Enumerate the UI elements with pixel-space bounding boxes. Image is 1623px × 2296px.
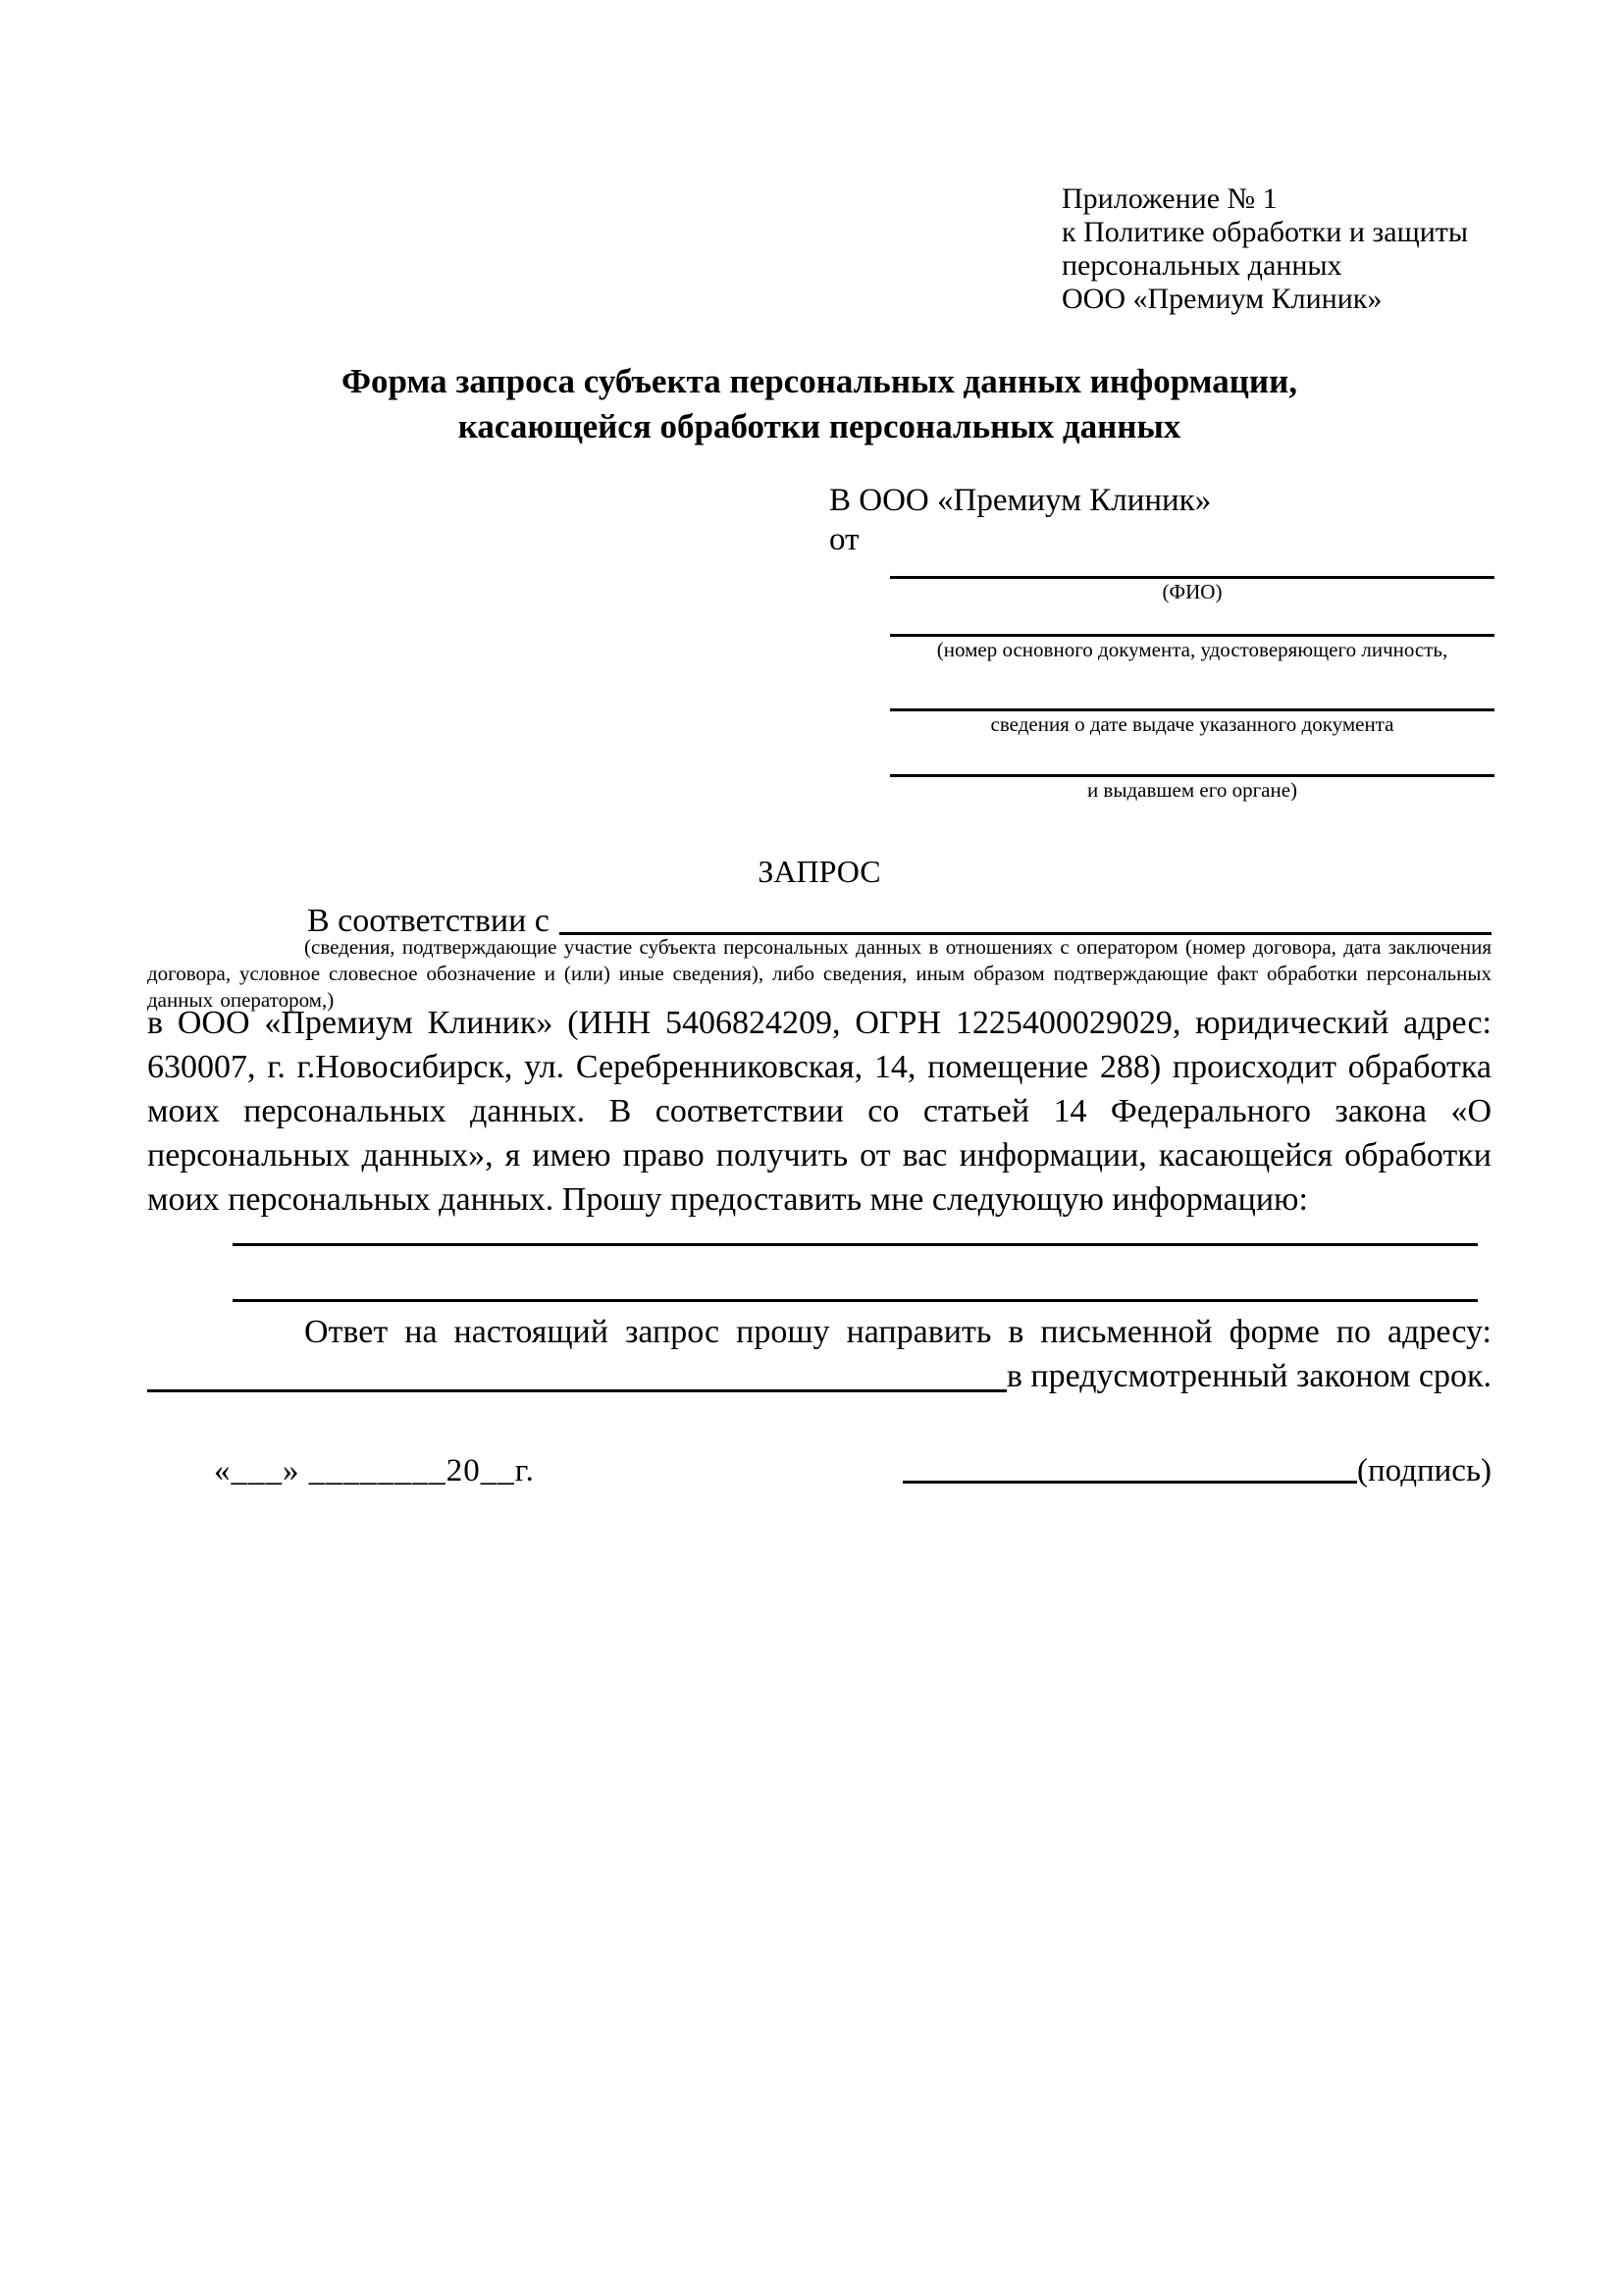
signature-blank-line xyxy=(903,1481,1357,1484)
addressee-block xyxy=(829,483,1494,804)
issue-date-caption: сведения о дате выдаче указанного документа xyxy=(990,712,1394,736)
address-blank-line xyxy=(147,1389,1007,1392)
note-text: (сведения, подтверждающие участие субъекта персональных данных в отношениях с оператором (номер договора, дата заключения договора, условное словесное обозначение и (или) иные сведения), либо сведения, иным образом подтверждающие факт обработки персональных данных оператором,) xyxy=(147,935,1492,1012)
signature-group xyxy=(903,1453,1492,1489)
fio-caption: (ФИО) xyxy=(1162,580,1223,603)
lead-text: В соответствии с xyxy=(307,903,550,939)
issue-date-blank-line xyxy=(890,663,1494,711)
requested-info-blanks xyxy=(147,1217,1492,1302)
signature-caption: (подпись) xyxy=(1357,1453,1492,1488)
addressee-from-label: от xyxy=(829,522,860,557)
reply-tail: в предусмотренный законом срок. xyxy=(1006,1358,1492,1394)
info-blank-line-2 xyxy=(233,1273,1478,1302)
reply-line-2 xyxy=(147,1354,1492,1398)
reply-line-1: Ответ на настоящий запрос прошу направить в письменной форме по адресу: xyxy=(304,1314,1492,1350)
request-heading: ЗАПРОС xyxy=(758,854,881,889)
form-title-line-1: Форма запроса субъекта персональных данных информации, xyxy=(340,362,1298,400)
id-doc-blank-line xyxy=(890,605,1494,637)
appendix-block xyxy=(1062,183,1468,316)
date-template: «___» ________20__г. xyxy=(214,1453,535,1488)
issuer-blank-line xyxy=(890,738,1494,777)
form-title-line-2: касающейся обработки персональных данных xyxy=(457,407,1181,445)
date-signature-row xyxy=(147,1440,1492,1489)
id-doc-caption: (номер основного документа, удостоверяющего личность, xyxy=(936,638,1448,661)
form-title xyxy=(147,359,1492,449)
addressee-to: В ООО «Премиум Клиник» xyxy=(829,483,1212,518)
reply-paragraph xyxy=(147,1310,1492,1398)
appendix-line-3: персональных данных xyxy=(1062,249,1342,282)
info-blank-line-1 xyxy=(233,1217,1478,1246)
appendix-line-2: к Политике обработки и защиты xyxy=(1062,216,1469,248)
fio-blank-line xyxy=(890,561,1494,579)
body-paragraph: в ООО «Премиум Клиник» (ИНН 5406824209, ОГРН 1225400029029, юридический адрес: 630007, г. г.Новосибирск, ул. Серебренниковская, 14, помещение 288) происходит обработка моих персональных данных. В соответствии со статьей 14 Федерального закона «О персональных данных», я имею право получить от вас информации, касающейся обработки моих персональных данных. Прошу предоставить мне следующую информацию: xyxy=(147,1005,1492,1218)
appendix-line-1: Приложение № 1 xyxy=(1062,183,1278,215)
issuer-caption: и выдавшем его органе) xyxy=(1086,778,1298,802)
appendix-line-4: ООО «Премиум Клиник» xyxy=(1062,283,1383,315)
